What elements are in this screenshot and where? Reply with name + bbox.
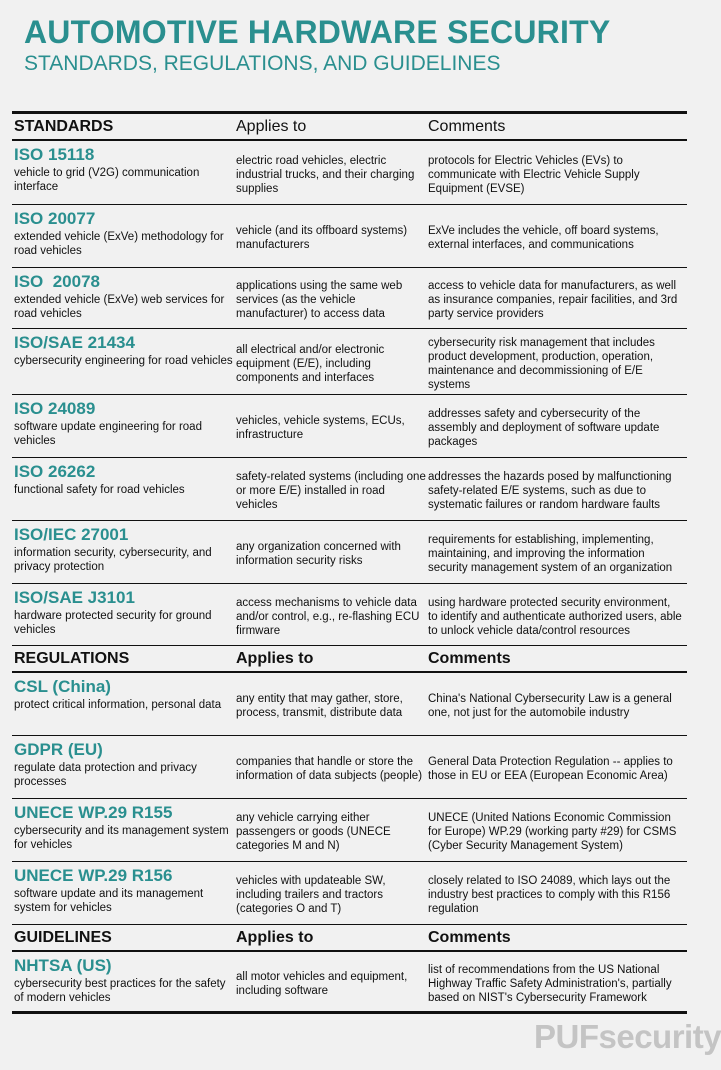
- page-title: AUTOMOTIVE HARDWARE SECURITY: [24, 14, 611, 50]
- table-row: [12, 952, 687, 1014]
- table-row: [12, 799, 687, 862]
- standard-name: UNECE WP.29 R155: [14, 803, 173, 822]
- standard-description: cybersecurity and its management system for vehicles: [14, 825, 229, 851]
- comments-cell: closely related to ISO 24089, which lays out the industry best practices to comply with this R156 regulation: [428, 875, 671, 915]
- applies-cell: vehicle (and its offboard systems) manufacturers: [236, 225, 408, 251]
- name-cell: [12, 458, 236, 520]
- standard-name: ISO 20078: [14, 272, 101, 291]
- applies-cell: vehicles, vehicle systems, ECUs, infrastructure: [236, 415, 405, 441]
- section-label: REGULATIONS: [14, 649, 130, 667]
- name-cell: [12, 673, 236, 735]
- standard-description: information security, cybersecurity, and privacy protection: [14, 547, 212, 573]
- table-row: [12, 395, 687, 458]
- applies-cell: any organization concerned with information security risks: [236, 541, 401, 567]
- comments-cell: China's National Cybersecurity Law is a general one, not just for the automobile industry: [428, 693, 672, 719]
- standard-name: ISO 26262: [14, 462, 96, 481]
- standard-description: cybersecurity best practices for the safety of modern vehicles: [14, 978, 226, 1004]
- comments-cell: General Data Protection Regulation -- applies to those in EU or EEA (European Economic Area): [428, 756, 673, 782]
- column-header-applies: Applies to: [236, 117, 307, 135]
- standard-description: vehicle to grid (V2G) communication interface: [14, 167, 200, 193]
- name-cell: [12, 329, 236, 394]
- name-cell: [12, 952, 236, 1011]
- section-header-guidelines: [12, 925, 687, 952]
- comments-cell: requirements for establishing, implementing, maintaining, and improving the information security management system of an organization: [428, 534, 673, 574]
- column-header-comments: Comments: [428, 649, 511, 667]
- name-cell: [12, 205, 236, 267]
- column-header-comments: Comments: [428, 117, 506, 135]
- section-header-standards: [12, 114, 687, 141]
- table-row: [12, 141, 687, 205]
- comments-cell: addresses safety and cybersecurity of the assembly and deployment of software update packages: [428, 408, 660, 448]
- column-header-comments: Comments: [428, 928, 511, 946]
- standard-description: functional safety for road vehicles: [14, 484, 185, 496]
- table-row: [12, 205, 687, 268]
- table-row: [12, 584, 687, 646]
- comments-cell: UNECE (United Nations Economic Commission for Europe) WP.29 (working party #29) for CSMS (Cyber Security Management System): [428, 812, 677, 852]
- standard-description: protect critical information, personal data: [14, 699, 222, 711]
- table-row: [12, 268, 687, 329]
- standard-name: NHTSA (US): [14, 956, 112, 975]
- comments-cell: ExVe includes the vehicle, off board systems, external interfaces, and communications: [428, 225, 659, 251]
- column-header-applies: Applies to: [236, 649, 314, 667]
- page-subtitle: STANDARDS, REGULATIONS, AND GUIDELINES: [24, 52, 501, 75]
- standards-table: [12, 111, 687, 1014]
- applies-cell: any vehicle carrying either passengers or goods (UNECE categories M and N): [236, 812, 391, 852]
- applies-cell: companies that handle or store the information of data subjects (people): [236, 756, 423, 782]
- standard-description: hardware protected security for ground vehicles: [14, 610, 212, 636]
- standard-name: ISO 15118: [14, 145, 95, 164]
- name-cell: [12, 395, 236, 457]
- table-row: [12, 521, 687, 584]
- name-cell: [12, 584, 236, 645]
- applies-cell: all motor vehicles and equipment, including software: [236, 970, 408, 997]
- standard-name: ISO/SAE 21434: [14, 333, 135, 352]
- standard-description: software update and its management system for vehicles: [14, 888, 204, 914]
- pufsecurity-logo: PUFsecurity: [534, 1018, 721, 1055]
- comments-cell: access to vehicle data for manufacturers, as well as insurance companies, repair facilities, and 3rd party service providers: [428, 280, 678, 320]
- standard-name: ISO 24089: [14, 399, 96, 418]
- section-label: GUIDELINES: [14, 928, 112, 946]
- comments-cell: using hardware protected security environment, to identify and authenticate authorized users, able to unlock vehicle data/control resources: [428, 596, 682, 637]
- table-row: [12, 673, 687, 736]
- standard-name: UNECE WP.29 R156: [14, 866, 173, 885]
- standard-description: software update engineering for road vehicles: [14, 421, 202, 447]
- applies-cell: all electrical and/or electronic equipment (E/E), including components and interfaces: [236, 343, 385, 384]
- comments-cell: addresses the hazards posed by malfunctioning safety-related E/E systems, such as due to systematic failures or random hardware faults: [428, 471, 672, 511]
- standard-description: cybersecurity engineering for road vehicles: [14, 355, 233, 367]
- name-cell: [12, 736, 236, 798]
- name-cell: [12, 521, 236, 583]
- comments-cell: protocols for Electric Vehicles (EVs) to communicate with Electric Vehicle Supply Equipment (EVSE): [428, 154, 640, 195]
- section-header-regulations: [12, 646, 687, 673]
- standard-name: GDPR (EU): [14, 740, 103, 759]
- applies-cell: access mechanisms to vehicle data and/or control, e.g., re-flashing ECU firmware: [236, 596, 420, 637]
- applies-cell: electric road vehicles, electric industrial trucks, and their charging supplies: [236, 154, 415, 195]
- applies-cell: safety-related systems (including one or more E/E) installed in road vehicles: [236, 471, 426, 511]
- standard-description: extended vehicle (ExVe) web services for road vehicles: [14, 294, 225, 320]
- applies-cell: vehicles with updateable SW, including trailers and tractors (categories O and T): [236, 875, 386, 915]
- standard-description: regulate data protection and privacy processes: [14, 762, 197, 788]
- standard-description: extended vehicle (ExVe) methodology for road vehicles: [14, 231, 224, 257]
- name-cell: [12, 799, 236, 861]
- table-row: [12, 329, 687, 395]
- table-row: [12, 862, 687, 925]
- standard-name: CSL (China): [14, 677, 111, 696]
- applies-cell: applications using the same web services (as the vehicle manufacturer) to access data: [236, 280, 403, 320]
- comments-cell: cybersecurity risk management that includes product development, production, operation, maintenance and decommissioning of E/E systems: [428, 336, 655, 391]
- section-label: STANDARDS: [14, 117, 114, 135]
- table-row: [12, 458, 687, 521]
- name-cell: [12, 268, 236, 328]
- comments-cell: list of recommendations from the US National Highway Traffic Safety Administration's, partially based on NIST's Cybersecurity Framework: [428, 963, 672, 1004]
- name-cell: [12, 862, 236, 924]
- standard-name: ISO/SAE J3101: [14, 588, 135, 607]
- standard-name: ISO 20077: [14, 209, 96, 228]
- standard-name: ISO/IEC 27001: [14, 525, 129, 544]
- table-row: [12, 736, 687, 799]
- column-header-applies: Applies to: [236, 928, 314, 946]
- name-cell: [12, 141, 236, 204]
- applies-cell: any entity that may gather, store, process, transmit, distribute data: [236, 693, 403, 719]
